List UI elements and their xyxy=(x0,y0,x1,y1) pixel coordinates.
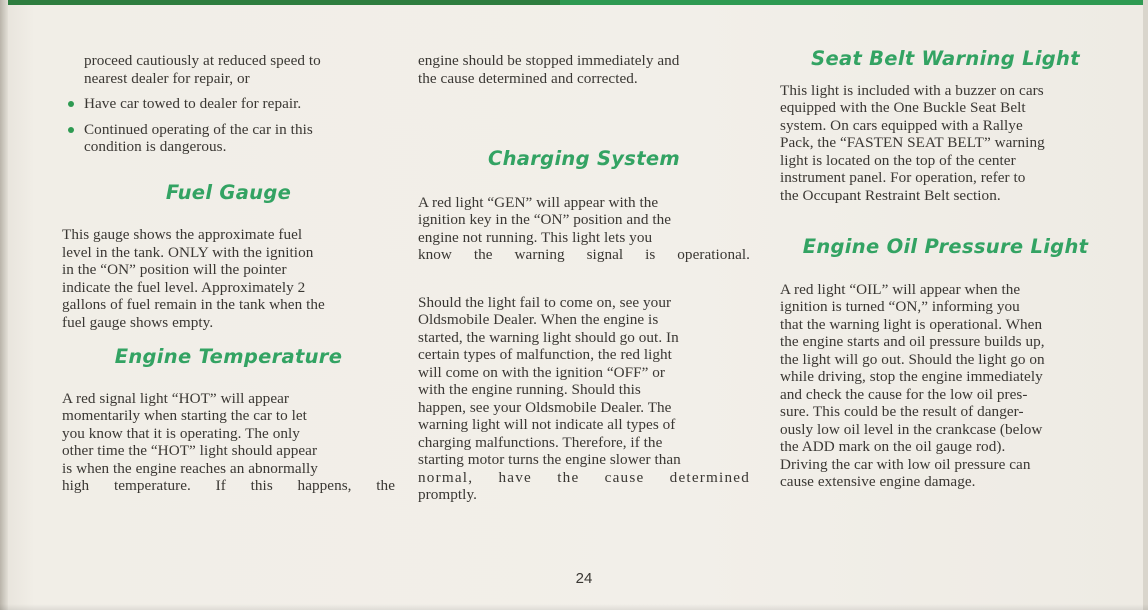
text-line: ously low oil level in the crankcase (below xyxy=(780,420,1043,438)
text-line: instrument panel. For operation, refer to xyxy=(780,169,1026,186)
text-line: gallons of fuel remain in the tank when the xyxy=(62,296,325,313)
fuel-gauge-heading: Fuel Gauge xyxy=(165,180,292,204)
text-line: engine should be stopped immediately and xyxy=(418,52,680,69)
text-line: you know that it is operating. The only xyxy=(62,424,300,442)
text-line: starting motor turns the engine slower than xyxy=(418,451,681,468)
column-3 xyxy=(780,47,1111,491)
continued-paragraph xyxy=(62,52,395,87)
charging-system-heading: Charging System xyxy=(488,147,680,170)
text-line: ignition key in the “ON” position and the xyxy=(418,211,672,228)
text-line: Have car towed to dealer for repair. xyxy=(84,95,302,112)
text-line: Should the light fail to come on, see your xyxy=(418,293,672,311)
text-line: the Occupant Restraint Belt section. xyxy=(780,186,1001,204)
text-line: promptly. xyxy=(418,486,477,503)
text-line: condition is dangerous. xyxy=(84,138,227,155)
text-line: the light will go out. Should the light go on xyxy=(780,350,1045,368)
text-line: while driving, stop the engine immediately xyxy=(780,368,1043,385)
text-line: charging malfunctions. Therefore, if the xyxy=(418,433,663,451)
engine-temperature-heading: Engine Temperature xyxy=(114,345,343,368)
text-line: ignition is turned “ON,” informing you xyxy=(780,298,1020,315)
seat-belt-paragraph xyxy=(780,82,1111,205)
page-number: 24 xyxy=(575,570,593,587)
text-line: This light is included with a buzzer on cars xyxy=(780,81,1044,99)
text-line: normal, have the cause determined xyxy=(418,468,750,486)
column-1 xyxy=(62,52,395,495)
text-line: will come on with the ignition “OFF” or xyxy=(418,363,666,381)
text-line: momentarily when starting the car to let xyxy=(62,407,307,424)
text-line: equipped with the One Buckle Seat Belt xyxy=(780,99,1026,116)
text-line: in the “ON” position will the pointer xyxy=(62,261,287,278)
text-line: know the warning signal is operational. xyxy=(418,246,750,263)
text-line: the engine starts and oil pressure builds up, xyxy=(780,333,1045,350)
text-line: warning light will not indicate all types of xyxy=(418,416,676,433)
top-color-band-left xyxy=(0,0,560,5)
bullet-item-dangerous xyxy=(62,121,395,156)
text-line: high temperature. If this happens, the xyxy=(62,477,395,494)
text-line: indicate the fuel level. Approximately 2 xyxy=(62,278,306,296)
text-line: happen, see your Oldsmobile Dealer. The xyxy=(418,398,672,416)
text-line: proceed cautiously at reduced speed to xyxy=(84,52,321,69)
text-line: A red signal light “HOT” will appear xyxy=(62,389,290,407)
text-line: started, the warning light should go out. In xyxy=(418,328,679,346)
text-line: the cause determined and corrected. xyxy=(418,69,638,87)
text-line: light is located on the top of the center xyxy=(780,151,1016,169)
text-line: level in the tank. ONLY with the ignition xyxy=(62,243,314,261)
text-line: Continued operating of the car in this xyxy=(84,120,313,138)
charging-system-paragraph-1 xyxy=(418,194,750,264)
text-line: Driving the car with low oil pressure can xyxy=(780,455,1031,473)
text-line: and check the cause for the low oil pres- xyxy=(780,385,1028,403)
text-line: certain types of malfunction, the red light xyxy=(418,346,672,363)
oil-pressure-paragraph xyxy=(780,281,1111,491)
continued-paragraph xyxy=(418,52,750,87)
page-binding-edge xyxy=(0,0,8,610)
text-line: other time the “HOT” light should appear xyxy=(62,442,318,459)
oil-pressure-heading: Engine Oil Pressure Light xyxy=(802,235,1089,258)
text-line: A red light “GEN” will appear with the xyxy=(418,193,659,211)
text-line: cause extensive engine damage. xyxy=(780,473,976,490)
text-line: system. On cars equipped with a Rallye xyxy=(780,116,1023,134)
text-line: This gauge shows the approximate fuel xyxy=(62,226,303,243)
page-right-edge xyxy=(1143,0,1148,610)
text-line: is when the engine reaches an abnormally xyxy=(62,459,318,477)
text-line: engine not running. This light lets you xyxy=(418,228,653,246)
text-line: Pack, the “FASTEN SEAT BELT” warning xyxy=(780,134,1045,151)
text-line: sure. This could be the result of danger- xyxy=(780,403,1024,420)
bullet-item-tow xyxy=(62,95,395,113)
column-2 xyxy=(418,52,750,504)
text-line: nearest dealer for repair, or xyxy=(84,69,250,87)
text-line: A red light “OIL” will appear when the xyxy=(780,280,1021,298)
text-line: that the warning light is operational. When xyxy=(780,315,1043,333)
bullet-icon xyxy=(68,127,74,133)
text-line: with the engine running. Should this xyxy=(418,381,641,398)
bullet-icon xyxy=(68,101,74,107)
page-bottom-shadow xyxy=(0,604,1148,610)
charging-system-paragraph-2 xyxy=(418,294,750,504)
engine-temperature-paragraph xyxy=(62,390,395,495)
fuel-gauge-paragraph xyxy=(62,226,395,331)
text-line: Oldsmobile Dealer. When the engine is xyxy=(418,311,659,328)
text-line: fuel gauge shows empty. xyxy=(62,313,214,331)
text-line: the ADD mark on the oil gauge rod). xyxy=(780,438,1006,455)
seat-belt-heading: Seat Belt Warning Light xyxy=(811,47,1080,70)
top-color-band-right xyxy=(560,0,1148,5)
